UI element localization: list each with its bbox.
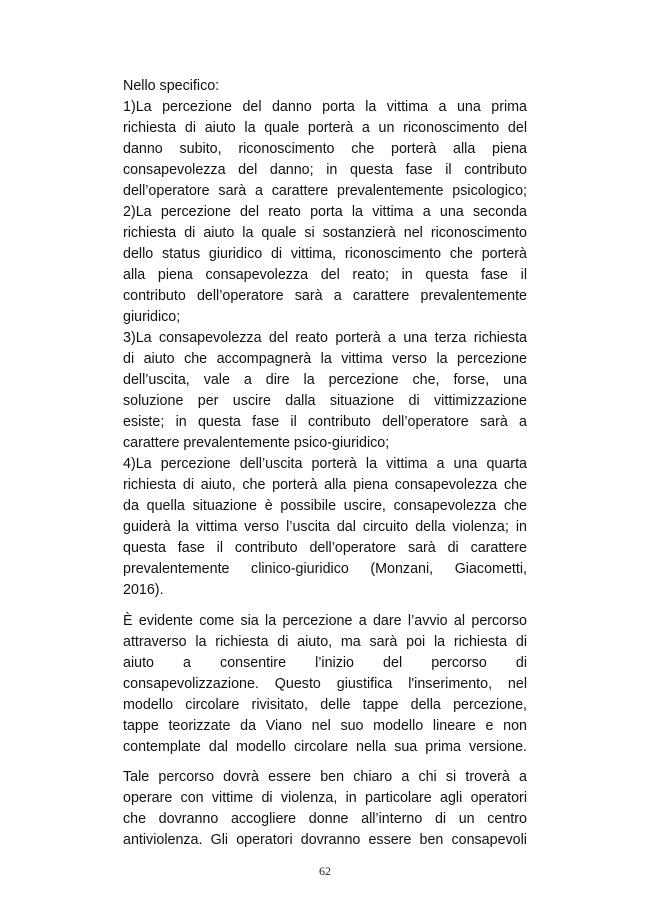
list-line: richiesta di aiuto la quale porterà a un riconoscimento del [123,120,527,136]
list-line: contributo dell’operatore sarà a carattere prevalentemente [123,288,527,304]
paragraph-line: operare con vittime di violenza, in particolare agli operatori [123,790,527,806]
list-line: consapevolezza del danno; in questa fase il contributo [123,162,527,178]
list-line: esiste; in questa fase il contributo dell’operatore sarà a [123,414,527,430]
list-item [123,202,527,328]
list-number: 1) [123,99,136,115]
paragraph-line: modello circolare rivisitato, delle tappe della percezione, [123,697,527,713]
list-line: guiderà la vittima verso l’uscita dal circuito della violenza; in [123,519,527,535]
list-line: 3)La consapevolezza del reato porterà a una terza richiesta [123,330,527,346]
list-line: da quella situazione è possibile uscire, consapevolezza che [123,498,527,514]
list-item [123,328,527,454]
paragraph-line: tappe teorizzate da Viano nel suo modello lineare e non [123,718,527,734]
list-line: dell’uscita, vale a dire la percezione che, forse, una [123,372,527,388]
list-item [123,454,527,601]
list-line: 2)La percezione del reato porta la vittima a una seconda [123,204,527,220]
paragraph-line: antiviolenza. Gli operatori dovranno essere ben consapevoli [123,832,527,848]
list-line: 2016). [123,582,164,598]
list-line: soluzione per uscire dalla situazione di vittimizzazione [123,393,527,409]
list-line: prevalentemente clinico-giuridico (Monzani, Giacometti, [123,561,527,577]
list-line: dello status giuridico di vittima, riconoscimento che porterà [123,246,527,262]
document-page [123,76,527,851]
list-line: alla piena consapevolezza del reato; in questa fase il [123,267,527,283]
paragraph-line: consapevolizzazione. Questo giustifica l'inserimento, nel [123,676,527,692]
list-line: richiesta di aiuto la quale si sostanzierà nel riconoscimento [123,225,527,241]
list-line: giuridico; [123,309,181,325]
list-line: 4)La percezione dell’uscita porterà la vittima a una quarta [123,456,527,472]
body-paragraph [123,767,527,851]
list-line: danno subito, riconoscimento che porterà alla piena [123,141,527,157]
list-number: 2) [123,204,136,220]
list-number: 3) [123,330,136,346]
page-number: 62 [319,864,331,878]
paragraph-line: Tale percorso dovrà essere ben chiaro a chi si troverà a [123,769,527,785]
paragraph-line: che dovranno accogliere donne all’interno di un centro [123,811,527,827]
list-line: 1)La percezione del danno porta la vittima a una prima [123,99,527,115]
section-heading: Nello specifico: [123,78,220,94]
list-line: richiesta di aiuto, che porterà alla piena consapevolezza che [123,477,527,493]
list-number: 4) [123,456,136,472]
list-item [123,97,527,202]
numbered-list [123,97,527,601]
body-paragraph [123,611,527,758]
paragraph-line: contemplate dal modello circolare nella sua prima versione. [123,739,527,755]
paragraph-line: aiuto a consentire l’inizio del percorso di [123,655,527,671]
list-line: dell’operatore sarà a carattere prevalentemente psicologico; [123,183,527,199]
list-line: questa fase il contributo dell’operatore sarà di carattere [123,540,527,556]
paragraph-line: È evidente come sia la percezione a dare l’avvio al percorso [123,613,527,629]
list-line: carattere prevalentemente psico-giuridico; [123,435,390,451]
list-line: di aiuto che accompagnerà la vittima verso la percezione [123,351,527,367]
paragraph-line: attraverso la richiesta di aiuto, ma sarà poi la richiesta di [123,634,527,650]
